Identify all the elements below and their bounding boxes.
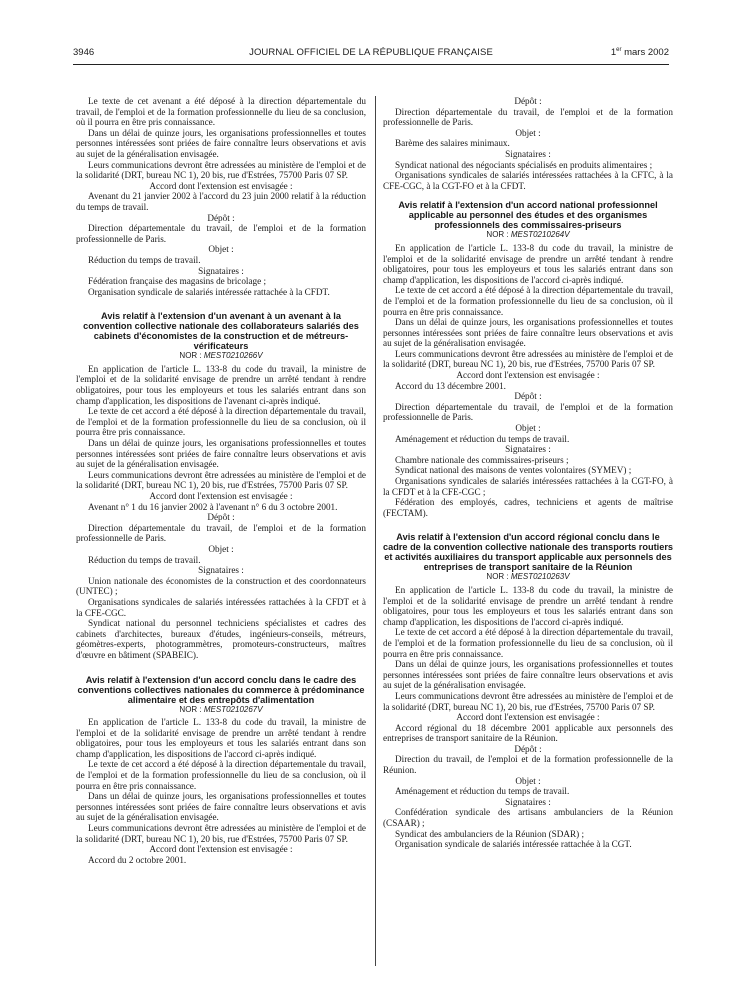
notice-title: Avis relatif à l'extension d'un accord national professionnel applicable au personnel des études et des organismes professionnels des commissaires-priseurs [398, 200, 658, 231]
section-label: Dépôt : [514, 743, 542, 754]
section-label: Dépôt : [514, 391, 542, 402]
paragraph: Leurs communications devront être adressées au ministère de l'emploi et de la solidarité (DRT, bureau NC 1), 20 bis, rue d'Estrées, 75700 Paris 07 SP. [383, 690, 673, 712]
column-divider [375, 96, 376, 966]
signatory: Organisations syndicales de salariés intéressées rattachées à la CFTC, à la CFE-CGC, à la CGT-FO et à la CFDT. [383, 170, 673, 191]
paragraph: Dans un délai de quinze jours, les organisations professionnelles et toutes personnes intéressées sont priées de faire connaître leurs observations et avis au sujet de la généralisation envisagée. [76, 127, 366, 159]
paragraph: Direction départementale du travail, de l'emploi et de la formation professionnelle de Paris. [76, 522, 366, 544]
paragraph: Dans un délai de quinze jours, les organisations professionnelles et toutes personnes intéressées sont priées de faire connaître leurs observations et avis au sujet de la généralisation envisagée. [76, 791, 366, 823]
paragraph: En application de l'article L. 133-8 du code du travail, la ministre de l'emploi et de la solidarité envisage de prendre un arrêté tendant à rendre obligatoires, pour tous les employeurs et tous les salariés entrant dans son champ d'application, les dispositions de l'avenant ci-après indiqué. [76, 363, 366, 406]
section-label: Accord dont l'extension est envisagée : [456, 712, 600, 723]
paragraph: Le texte de cet accord a été déposé à la direction départementale du travail, de l'emploi et de la formation professionnelle du lieu de sa conclusion, où il pourra en être pris connaissance. [383, 285, 673, 317]
paragraph: Barème des salaires minimaux. [395, 138, 510, 149]
notice-title: Avis relatif à l'extension d'un avenant à un avenant à la convention collective nationale des collaborateurs salariés des cabinets d'économistes de la construction et de métreurs-vérificateurs [83, 311, 359, 352]
paragraph: Réduction du temps de travail. [88, 554, 201, 565]
notice-title: Avis relatif à l'extension d'un accord régional conclu dans le cadre de la convention collective nationale des transports routiers et activités auxiliaires du transport applicable aux personnels des entreprises de transport sanitaire de la Réunion [383, 532, 674, 573]
issue-date [611, 47, 669, 58]
paragraph: Aménagement et réduction du temps de travail. [395, 433, 570, 444]
nor-label: NOR : [486, 230, 511, 240]
signatory: Syndicat national des maisons de ventes volontaires (SYMEV) ; [395, 465, 632, 476]
nor-reference [76, 705, 366, 716]
section-label: Accord dont l'extension est envisagée : [149, 844, 293, 855]
page-number: 3946 [73, 47, 95, 58]
nor-label: NOR : [179, 351, 204, 361]
signatory: Organisations syndicales de salariés intéressées rattachées à la CFDT et à la CFE-CGC. [76, 596, 366, 618]
signatory: Confédération syndicale des artisans ambulanciers de la Réunion (CSAAR) ; [383, 807, 673, 829]
paragraph: Direction départementale du travail, de l'emploi et de la formation professionnelle de Paris. [76, 223, 366, 244]
section-label: Objet : [208, 543, 234, 554]
paragraph: Réduction du temps de travail. [88, 254, 201, 265]
paragraph: En application de l'article L. 133-8 du code du travail, la ministre de l'emploi et de la solidarité envisage de prendre un arrêté tendant à rendre obligatoires, pour tous les employeurs et tous les salariés entrant dans son champ d'application, les dispositions de l'accord ci-après indiqué. [76, 717, 366, 759]
paragraph: Accord du 2 octobre 2001. [88, 854, 187, 865]
nor-reference [76, 351, 366, 362]
nor-code: MEST0210264V [510, 230, 570, 240]
paragraph: Dans un délai de quinze jours, les organisations professionnelles et toutes personnes intéressées sont priées de faire connaître leurs observations et avis au sujet de la généralisation envisagée. [383, 317, 673, 349]
paragraph: En application de l'article L. 133-8 du code du travail, la ministre de l'emploi et de la solidarité envisage de prendre un arrêté tendant à rendre obligatoires, pour tous les employeurs et tous les salariés entrant dans son champ d'application, les dispositions de l'accord ci-après indiqué. [383, 584, 673, 627]
paragraph: Le texte de cet avenant a été déposé à la direction départementale du travail, de l'emploi et de la formation professionnelle du lieu de sa conclusion, où il pourra en être pris connaissance. [76, 96, 366, 128]
signatory: Syndicat national des négociants spécialisés en produits alimentaires ; [395, 159, 653, 170]
nor-label: NOR : [179, 704, 204, 714]
paragraph: Direction départementale du travail, de l'emploi et de la formation professionnelle de Paris. [383, 106, 673, 128]
paragraph: Direction du travail, de l'emploi et de la formation professionnelle de la Réunion. [383, 754, 673, 776]
date-day: 1 [610, 47, 617, 59]
header-rule [73, 64, 669, 65]
signatory: Chambre nationale des commissaires-priseurs ; [395, 454, 569, 465]
section-label: Dépôt : [207, 512, 235, 523]
section-label: Signataires : [505, 796, 551, 807]
paragraph: Accord régional du 18 décembre 2001 applicable aux personnels des entreprises de transport sanitaire de la Réunion. [383, 722, 673, 744]
section-label: Dépôt : [514, 96, 542, 106]
paragraph: Dans un délai de quinze jours, les organisations professionnelles et toutes personnes intéressées sont priées de faire connaître leurs observations et avis au sujet de la généralisation envisagée. [76, 438, 366, 470]
date-sup: er [616, 47, 622, 53]
section-label: Signataires : [198, 565, 244, 576]
signatory: Syndicat des ambulanciers de la Réunion (SDAR) ; [395, 828, 585, 839]
nor-reference [383, 230, 673, 241]
nor-reference [383, 572, 673, 583]
paragraph: Avenant n° 1 du 16 janvier 2002 à l'avenant n° 6 du 3 octobre 2001. [88, 501, 338, 512]
signatory: Organisation syndicale de salariés intéressée rattachée à la CGT. [395, 839, 632, 850]
signatory: Fédération française des magasins de bricolage ; [88, 276, 267, 287]
nor-code: MEST0210263V [510, 572, 570, 582]
page-header [73, 47, 669, 61]
nor-label: NOR : [486, 572, 511, 582]
paragraph: Aménagement et réduction du temps de travail. [395, 786, 570, 797]
nor-code: MEST0210267V [203, 704, 263, 714]
journal-title: JOURNAL OFFICIEL DE LA RÉPUBLIQUE FRANÇAISE [249, 47, 493, 58]
right-column [383, 96, 673, 850]
date-rest: mars 2002 [621, 47, 669, 59]
section-label: Objet : [515, 423, 541, 434]
paragraph: Leurs communications devront être adressées au ministère de l'emploi et de la solidarité (DRT, bureau NC 1), 20 bis, rue d'Estrées, 75700 Paris 07 SP. [76, 823, 366, 844]
paragraph: Avenant du 21 janvier 2002 à l'accord du 23 juin 2000 relatif à la réduction du temps de travail. [76, 191, 366, 212]
signatory: Union nationale des économistes de la construction et des coordonnateurs (UNTEC) ; [76, 575, 366, 597]
signatory: Syndicat national du personnel techniciens spécialistes et cadres des cabinets d'architectes, bureaux d'études, ingénieurs-conseils, métreurs, géomètres-experts, photogrammètres, promoteurs-constructeurs, maîtres d'œuvre en bâtiment (SPABEIC). [76, 618, 366, 660]
paragraph: Le texte de cet accord a été déposé à la direction départementale du travail, de l'emploi et de la formation professionnelle du lieu de sa conclusion, où il pourra en être pris connaissance. [76, 759, 366, 791]
paragraph: Leurs communications devront être adressées au ministère de l'emploi et de la solidarité (DRT, bureau NC 1), 20 bis, rue d'Estrées, 75700 Paris 07 SP. [76, 469, 366, 491]
paragraph: En application de l'article L. 133-8 du code du travail, la ministre de l'emploi et de la solidarité envisage de prendre un arrêté tendant à rendre obligatoires, pour tous les employeurs et tous les salariés entrant dans son champ d'application, les dispositions de l'accord ci-après indiqué. [383, 242, 673, 285]
section-label: Accord dont l'extension est envisagée : [456, 370, 600, 381]
section-label: Objet : [515, 775, 541, 786]
paragraph: Direction départementale du travail, de l'emploi et de la formation professionnelle de Paris. [383, 401, 673, 423]
section-label: Objet : [208, 244, 234, 255]
section-label: Signataires : [505, 444, 551, 455]
left-column [76, 96, 366, 865]
signatory: Organisations syndicales de salariés intéressées rattachées à la CGT-FO, à la CFDT et à la CFE-CGC ; [383, 476, 673, 497]
signatory: Fédération des employés, cadres, techniciens et agents de maîtrise (FECTAM). [383, 497, 673, 518]
section-label: Signataires : [198, 265, 244, 276]
nor-code: MEST0210266V [203, 351, 263, 361]
paragraph: Accord du 13 décembre 2001. [395, 380, 506, 391]
section-label: Accord dont l'extension est envisagée : [149, 180, 293, 191]
paragraph: Leurs communications devront être adressées au ministère de l'emploi et de la solidarité (DRT, bureau NC 1), 20 bis, rue d'Estrées, 75700 Paris 07 SP. [76, 159, 366, 181]
paragraph: Le texte de cet accord a été déposé à la direction départementale du travail, de l'emploi et de la formation professionnelle du lieu de sa conclusion, où il pourra en être pris connaissance. [383, 627, 673, 659]
section-label: Accord dont l'extension est envisagée : [149, 491, 293, 501]
section-label: Dépôt : [207, 212, 235, 223]
notice-title: Avis relatif à l'extension d'un accord conclu dans le cadre des conventions collectives nationales du commerce à prédominance alimentaire et des entrepôts d'alimentation [77, 674, 365, 705]
signatory: Organisation syndicale de salariés intéressée rattachée à la CFDT. [88, 286, 330, 297]
section-label: Objet : [515, 127, 541, 138]
paragraph: Le texte de cet accord a été déposé à la direction départementale du travail, de l'emploi et de la formation professionnelle du lieu de sa conclusion, où il pourra être pris connaissance. [76, 406, 366, 438]
paragraph: Leurs communications devront être adressées au ministère de l'emploi et de la solidarité (DRT, bureau NC 1), 20 bis, rue d'Estrées, 75700 Paris 07 SP. [383, 348, 673, 370]
paragraph: Dans un délai de quinze jours, les organisations professionnelles et toutes personnes intéressées sont priées de faire connaître leurs observations et avis au sujet de la généralisation envisagée. [383, 659, 673, 691]
section-label: Signataires : [505, 148, 551, 159]
